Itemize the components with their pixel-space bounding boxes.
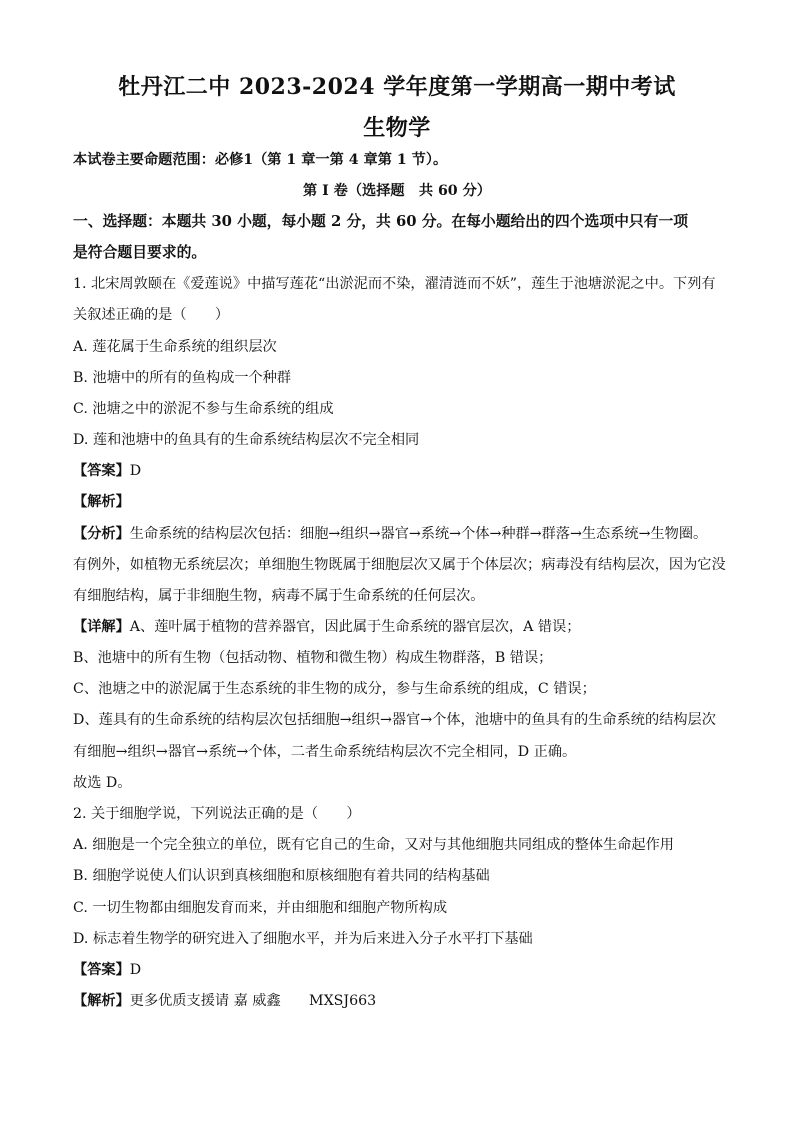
section-instruction-line1: 一、选择题：本题共 30 小题，每小题 2 分，共 60 分。在每小题给出的四个选项中只有一项 (73, 213, 689, 230)
q2-option-b: B. 细胞学说使人们认识到真核细胞和原核细胞有着共同的结构基础 (73, 868, 490, 884)
subject-title: 生物学 (363, 115, 431, 141)
answer-tag: 【答案】 (73, 463, 130, 479)
exam-scope: 本试卷主要命题范围：必修1（第 1 章一第 4 章第 1 节）。 (73, 152, 448, 168)
q2-stem: 2. 关于细胞学说，下列说法正确的是（ ） (73, 806, 361, 822)
fenxi-text: 生命系统的结构层次包括：细胞→组织→器官→系统→个体→种群→群落→生态系统→生物圈。 (129, 526, 708, 542)
q1-stem-line1: 1. 北宋周敦颐在《爱莲说》中描写莲花“出淤泥而不染，濯清涟而不妖”，莲生于池塘淤泥之中。下列有 (73, 276, 716, 292)
q1-xiangjie-line3: C、池塘之中的淤泥属于生态系统的非生物的成分，参与生命系统的组成，C 错误； (73, 681, 596, 697)
q1-xiangjie-line1 (73, 617, 723, 637)
q1-option-a: A. 莲花属于生命系统的组织层次 (73, 339, 277, 355)
xiangjie-text: A、莲叶属于植物的营养器官，因此属于生命系统的器官层次，A 错误； (129, 619, 581, 635)
q1-analysis-heading (73, 492, 723, 512)
volume-title: 第 I 卷（选择题 共 60 分） (302, 183, 491, 199)
q1-fenxi-line1 (73, 524, 723, 544)
analysis-tag: 【解析】 (73, 993, 130, 1009)
analysis-tag: 【解析】 (73, 494, 130, 510)
answer-value: D (129, 463, 142, 479)
q1-stem-line2: 关叙述正确的是（ ） (73, 307, 230, 323)
q2-option-d: D. 标志着生物学的研究进入了细胞水平，并为后来进入分子水平打下基础 (73, 931, 533, 947)
q1-conclusion: 故选 D。 (73, 775, 132, 791)
answer-tag: 【答案】 (73, 962, 130, 978)
q1-fenxi-line3: 有细胞结构，属于非细胞生物，病毒不属于生命系统的任何层次。 (73, 588, 485, 604)
q1-fenxi-line2: 有例外，如植物无系统层次；单细胞生物既属于细胞层次又属于个体层次；病毒没有结构层次，因为它没 (73, 557, 726, 573)
q1-xiangjie-line2: B、池塘中的所有生物（包括动物、植物和微生物）构成生物群落，B 错误； (73, 650, 553, 666)
answer-value: D (129, 962, 142, 978)
q1-xiangjie-line4: D、莲具有的生命系统的结构层次包括细胞→组织→器官→个体，池塘中的鱼具有的生命系统的结构层次 (73, 712, 716, 728)
q1-option-d: D. 莲和池塘中的鱼具有的生命系统结构层次不完全相同 (73, 432, 420, 448)
q2-option-c: C. 一切生物都由细胞发育而来，并由细胞和细胞产物所构成 (73, 900, 448, 916)
q2-analysis (73, 991, 723, 1011)
q1-option-c: C. 池塘之中的淤泥不参与生命系统的组成 (73, 401, 334, 417)
section-instruction-line2: 是符合题目要求的。 (73, 244, 207, 261)
q1-option-b: B. 池塘中的所有的鱼构成一个种群 (73, 370, 292, 386)
analysis-text: 更多优质支援请 嘉 威鑫 MXSJ663 (129, 993, 377, 1009)
q2-answer (73, 960, 723, 980)
q1-answer (73, 461, 723, 481)
xiangjie-tag: 【详解】 (73, 619, 130, 635)
q1-xiangjie-line5: 有细胞→组织→器官→系统→个体，二者生命系统结构层次不完全相同，D 正确。 (73, 744, 577, 760)
q2-option-a: A. 细胞是一个完全独立的单位，既有它自己的生命，又对与其他细胞共同组成的整体生命起作用 (73, 837, 674, 853)
fenxi-tag: 【分析】 (73, 526, 130, 542)
exam-title: 牡丹江二中 2023-2024 学年度第一学期高一期中考试 (118, 74, 676, 100)
